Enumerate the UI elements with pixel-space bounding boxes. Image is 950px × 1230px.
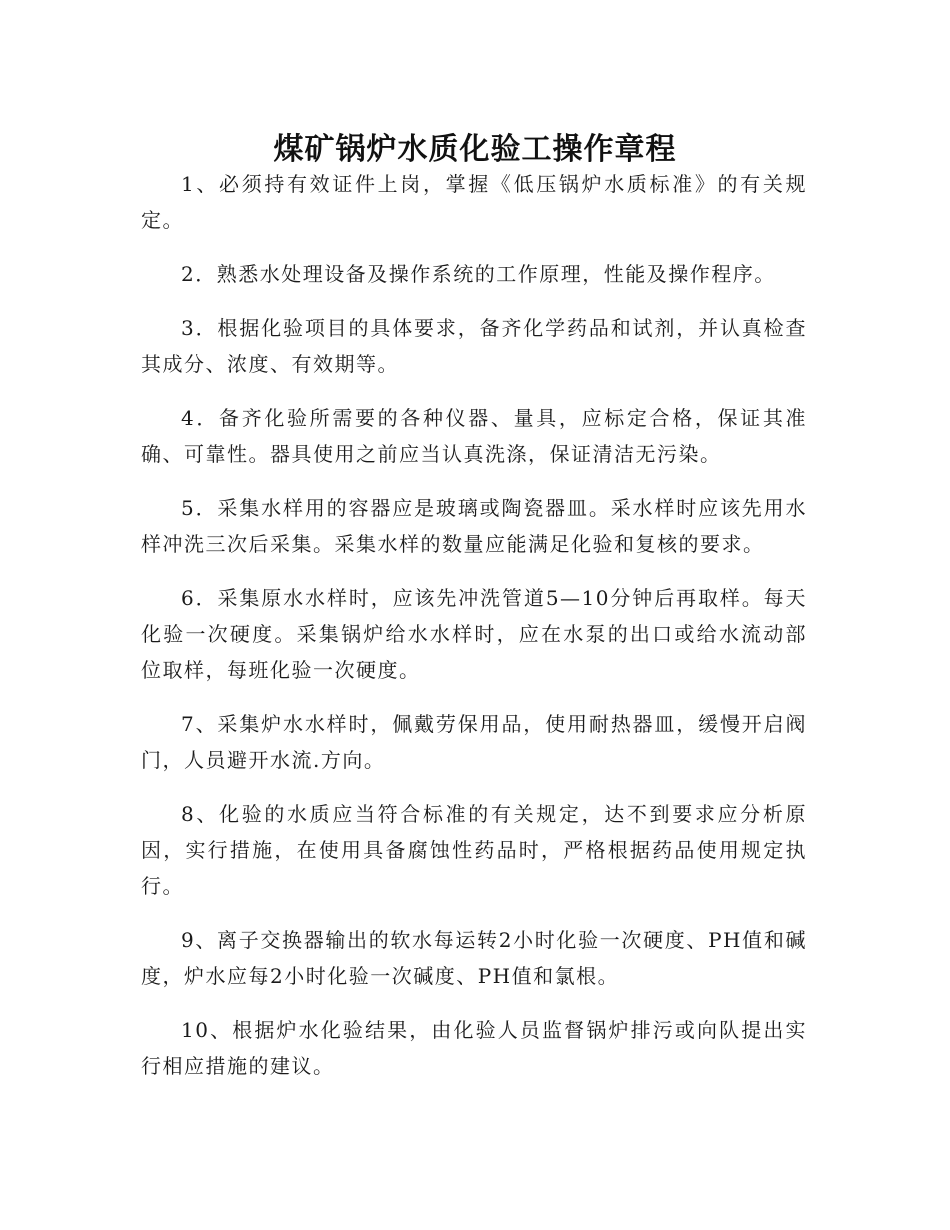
paragraph-5: 5．采集水样用的容器应是玻璃或陶瓷器皿。采水样时应该先用水样冲洗三次后采集。采集水样的数量应能满足化验和复核的要求。 (141, 496, 807, 556)
paragraph-2: 2．熟悉水处理设备及操作系统的工作原理，性能及操作程序。 (181, 262, 776, 286)
paragraph-1: 1、必须持有效证件上岗，掌握《低压锅炉水质标准》的有关规定。 (141, 172, 807, 232)
paragraph-8: 8、化验的水质应当符合标准的有关规定，达不到要求应分析原因，实行措施，在使用具备腐蚀性药品时，严格根据药品使用规定执行。 (141, 802, 807, 898)
paragraph-9: 9、离子交换器输出的软水每运转2小时化验一次硬度、PH值和碱度，炉水应每2小时化验一次碱度、PH值和氯根。 (141, 928, 807, 988)
paragraph-4: 4．备齐化验所需要的各种仪器、量具，应标定合格，保证其准确、可靠性。器具使用之前应当认真洗涤，保证清洁无污染。 (141, 406, 807, 466)
document-title: 煤矿锅炉水质化验工操作章程 (273, 132, 677, 168)
paragraph-3: 3．根据化验项目的具体要求，备齐化学药品和试剂，并认真检查其成分、浓度、有效期等。 (141, 316, 807, 376)
paragraph-6: 6．采集原水水样时，应该先冲洗管道5—10分钟后再取样。每天化验一次硬度。采集锅炉给水水样时，应在水泵的出口或给水流动部位取样，每班化验一次硬度。 (141, 586, 807, 682)
document-body (141, 166, 807, 1102)
paragraph-7: 7、采集炉水水样时，佩戴劳保用品，使用耐热器皿，缓慢开启阀门，人员避开水流.方向。 (141, 712, 807, 772)
paragraph-10: 10、根据炉水化验结果，由化验人员监督锅炉排污或向队提出实行相应措施的建议。 (141, 1018, 807, 1078)
